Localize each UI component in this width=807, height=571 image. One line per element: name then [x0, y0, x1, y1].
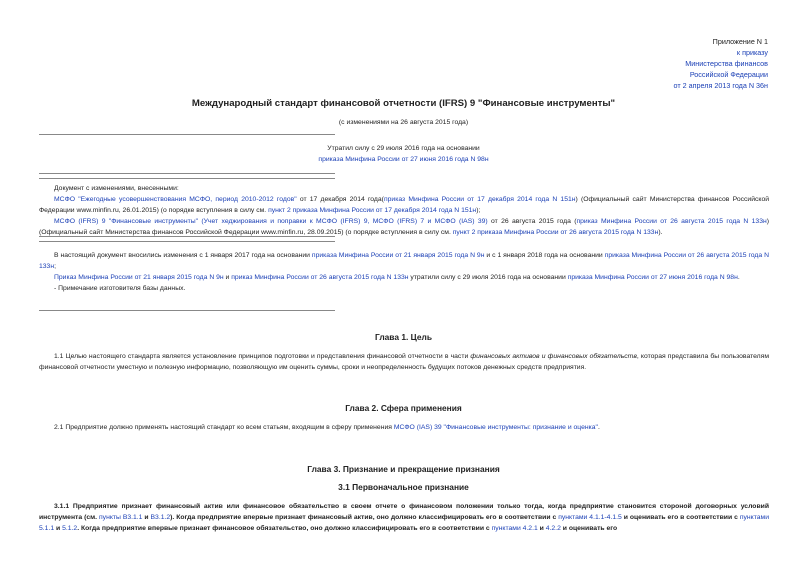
- info-paragraph: В настоящий документ вносились изменения с 1 января 2017 года на основании приказа Минфина России от 21 января 2015 года N 9н и с 1 января 2018 года на основании приказа Минфина России от 26 августа 2015 года N 133н;: [39, 252, 770, 270]
- ref-link[interactable]: пунктами 5.1.1: [39, 514, 769, 532]
- chapter-1-heading: Глава 1. Цель: [375, 332, 432, 342]
- ref-link[interactable]: 5.1.2: [62, 525, 78, 532]
- chapter-2-heading: Глава 2. Сфера применения: [345, 403, 462, 413]
- info-paragraph: Приказ Минфина России от 21 января 2015 года N 9н и приказ Минфина России от 26 августа 2015 года N 133н утратили силу с 29 июля 2016 года на основании приказа Минфина России от 27 июня 2016 года N 98н.: [54, 274, 740, 281]
- change-link[interactable]: пункт 2 приказа Минфина России от 17 декабря 2014 года N 151н: [268, 207, 477, 214]
- info-link[interactable]: приказа Минфина России от 27 июня 2016 года N 98н: [567, 274, 738, 281]
- chapter-2-text: 2.1 Предприятие должно применять настоящий стандарт ко всем статьям, входящим в сферу применения МСФО (IAS) 39 "Финансовые инструменты: признание и оценка".: [54, 424, 600, 431]
- change-link[interactable]: МСФО "Ежегодные усовершенствования МСФО, период 2010-2012 годов": [54, 196, 297, 203]
- divider: [39, 236, 335, 237]
- info-link[interactable]: приказ Минфина России от 26 августа 2015 года N 133н: [231, 274, 409, 281]
- expired-link[interactable]: приказа Минфина России от 27 июня 2016 года N 98н: [318, 156, 489, 163]
- ref-link[interactable]: пунктами 4.2.1: [491, 525, 538, 532]
- appendix-link[interactable]: к приказу: [736, 48, 768, 57]
- chapter-3-heading: Глава 3. Признание и прекращение признания: [307, 464, 500, 474]
- appendix-header: [674, 36, 768, 91]
- divider: [39, 178, 335, 179]
- ref-link[interactable]: В3.1.2: [150, 514, 171, 521]
- info-link[interactable]: приказа Минфина России от 26 августа 2015 года N 133н: [39, 252, 770, 270]
- chapter-1-text: 1.1 Целью настоящего стандарта является установление принципов подготовки и представления финансовой отчетности в части финансовых активов и финансовых обязательств, которая представила бы пользователям финансовой отчетности уместную и полезную информацию, позволяющую им оценить суммы, сроки и неопределенность будущих потоков денежных средств предприятия.: [39, 353, 769, 371]
- ref-link[interactable]: пунктами 4.1.1-4.1.5: [558, 514, 622, 521]
- ref-link[interactable]: 4.2.2: [545, 525, 561, 532]
- amendment-note: (с изменениями на 26 августа 2015 года): [338, 119, 469, 126]
- divider: [39, 310, 335, 311]
- change-link[interactable]: приказ Минфина России от 17 декабря 2014 года N 151н: [383, 196, 576, 203]
- change-entry: МСФО "Ежегодные усовершенствования МСФО, период 2010-2012 годов" от 17 декабря 2014 года(приказ Минфина России от 17 декабря 2014 года N 151н) (Официальный сайт Министерства финансов Российской Федерации www.minfin.ru, 26.01.2015) (о порядке вступления в силу см. пункт 2 приказа Минфина России от 17 декабря 2014 года N 151н);: [39, 196, 770, 214]
- section-3-1-heading: 3.1 Первоначальное признание: [338, 482, 469, 492]
- appendix-link[interactable]: Российской Федерации: [689, 70, 768, 79]
- document-title: Международный стандарт финансовой отчетности (IFRS) 9 "Финансовые инструменты": [191, 98, 616, 109]
- divider: [39, 241, 335, 242]
- divider: [39, 134, 335, 135]
- change-entry: МСФО (IFRS) 9 "Финансовые инструменты" (Учет хеджирования и поправки к МСФО (IFRS) 9, МСФО (IFRS) 7 и МСФО (IAS) 39) от 26 августа 2015 года (приказ Минфина России от 26 августа 2015 года N 133н) (Официальный сайт Министерства финансов Российской Федерации www.minfin.ru, 28.09.2015) (о порядке вступления в силу см. пункт 2 приказа Минфина России от 26 августа 2015 года N 133н).: [39, 218, 769, 236]
- changes-block: [39, 183, 769, 238]
- info-link[interactable]: Приказ Минфина России от 21 января 2015 года N 9н: [54, 274, 224, 281]
- appendix-link[interactable]: от 2 апреля 2013 года N 36н: [673, 81, 768, 90]
- change-link[interactable]: пункт 2 приказа Минфина России от 26 августа 2015 года N 133н: [452, 229, 659, 236]
- changes-head: Документ с изменениями, внесенными:: [54, 185, 179, 192]
- divider: [39, 173, 335, 174]
- change-link[interactable]: приказ Минфина России от 26 августа 2015 года N 133н: [576, 218, 767, 225]
- appendix-line: Приложение N 1: [712, 37, 768, 46]
- appendix-link[interactable]: Министерства финансов: [685, 59, 768, 68]
- paragraph-3-1-1: 3.1.1 Предприятие признает финансовый актив или финансовое обязательство в своем отчете о финансовом положении только тогда, когда предприятие становится стороной договорных условий инструмента (см. пункты В3.1.1 и В3.1.2). Когда предприятие впервые признает финансовый актив, оно должно классифицировать его в соответствии с пунктами 4.1.1-4.1.5 и оценивать его в соответствии с пунктами 5.1.1 и 5.1.2. Когда предприятие впервые признает финансовое обязательство, оно должно классифицировать его в соответствии с пунктами 4.2.1 и 4.2.2 и оценивать его: [39, 503, 769, 532]
- ias39-link[interactable]: МСФО (IAS) 39 "Финансовые инструменты: признание и оценка": [393, 424, 598, 431]
- expired-text: Утратил силу с 29 июля 2016 года на основании: [327, 145, 480, 152]
- ref-link[interactable]: пункты В3.1.1: [99, 514, 143, 521]
- db-note: - Примечание изготовителя базы данных.: [54, 285, 186, 292]
- change-link[interactable]: МСФО (IFRS) 9 "Финансовые инструменты" (Учет хеджирования и поправки к МСФО (IFRS) 9, МСФО (IFRS) 7 и МСФО (IAS) 39): [54, 218, 488, 225]
- info-link[interactable]: приказа Минфина России от 21 января 2015 года N 9н: [311, 252, 485, 259]
- info-block: [39, 250, 769, 294]
